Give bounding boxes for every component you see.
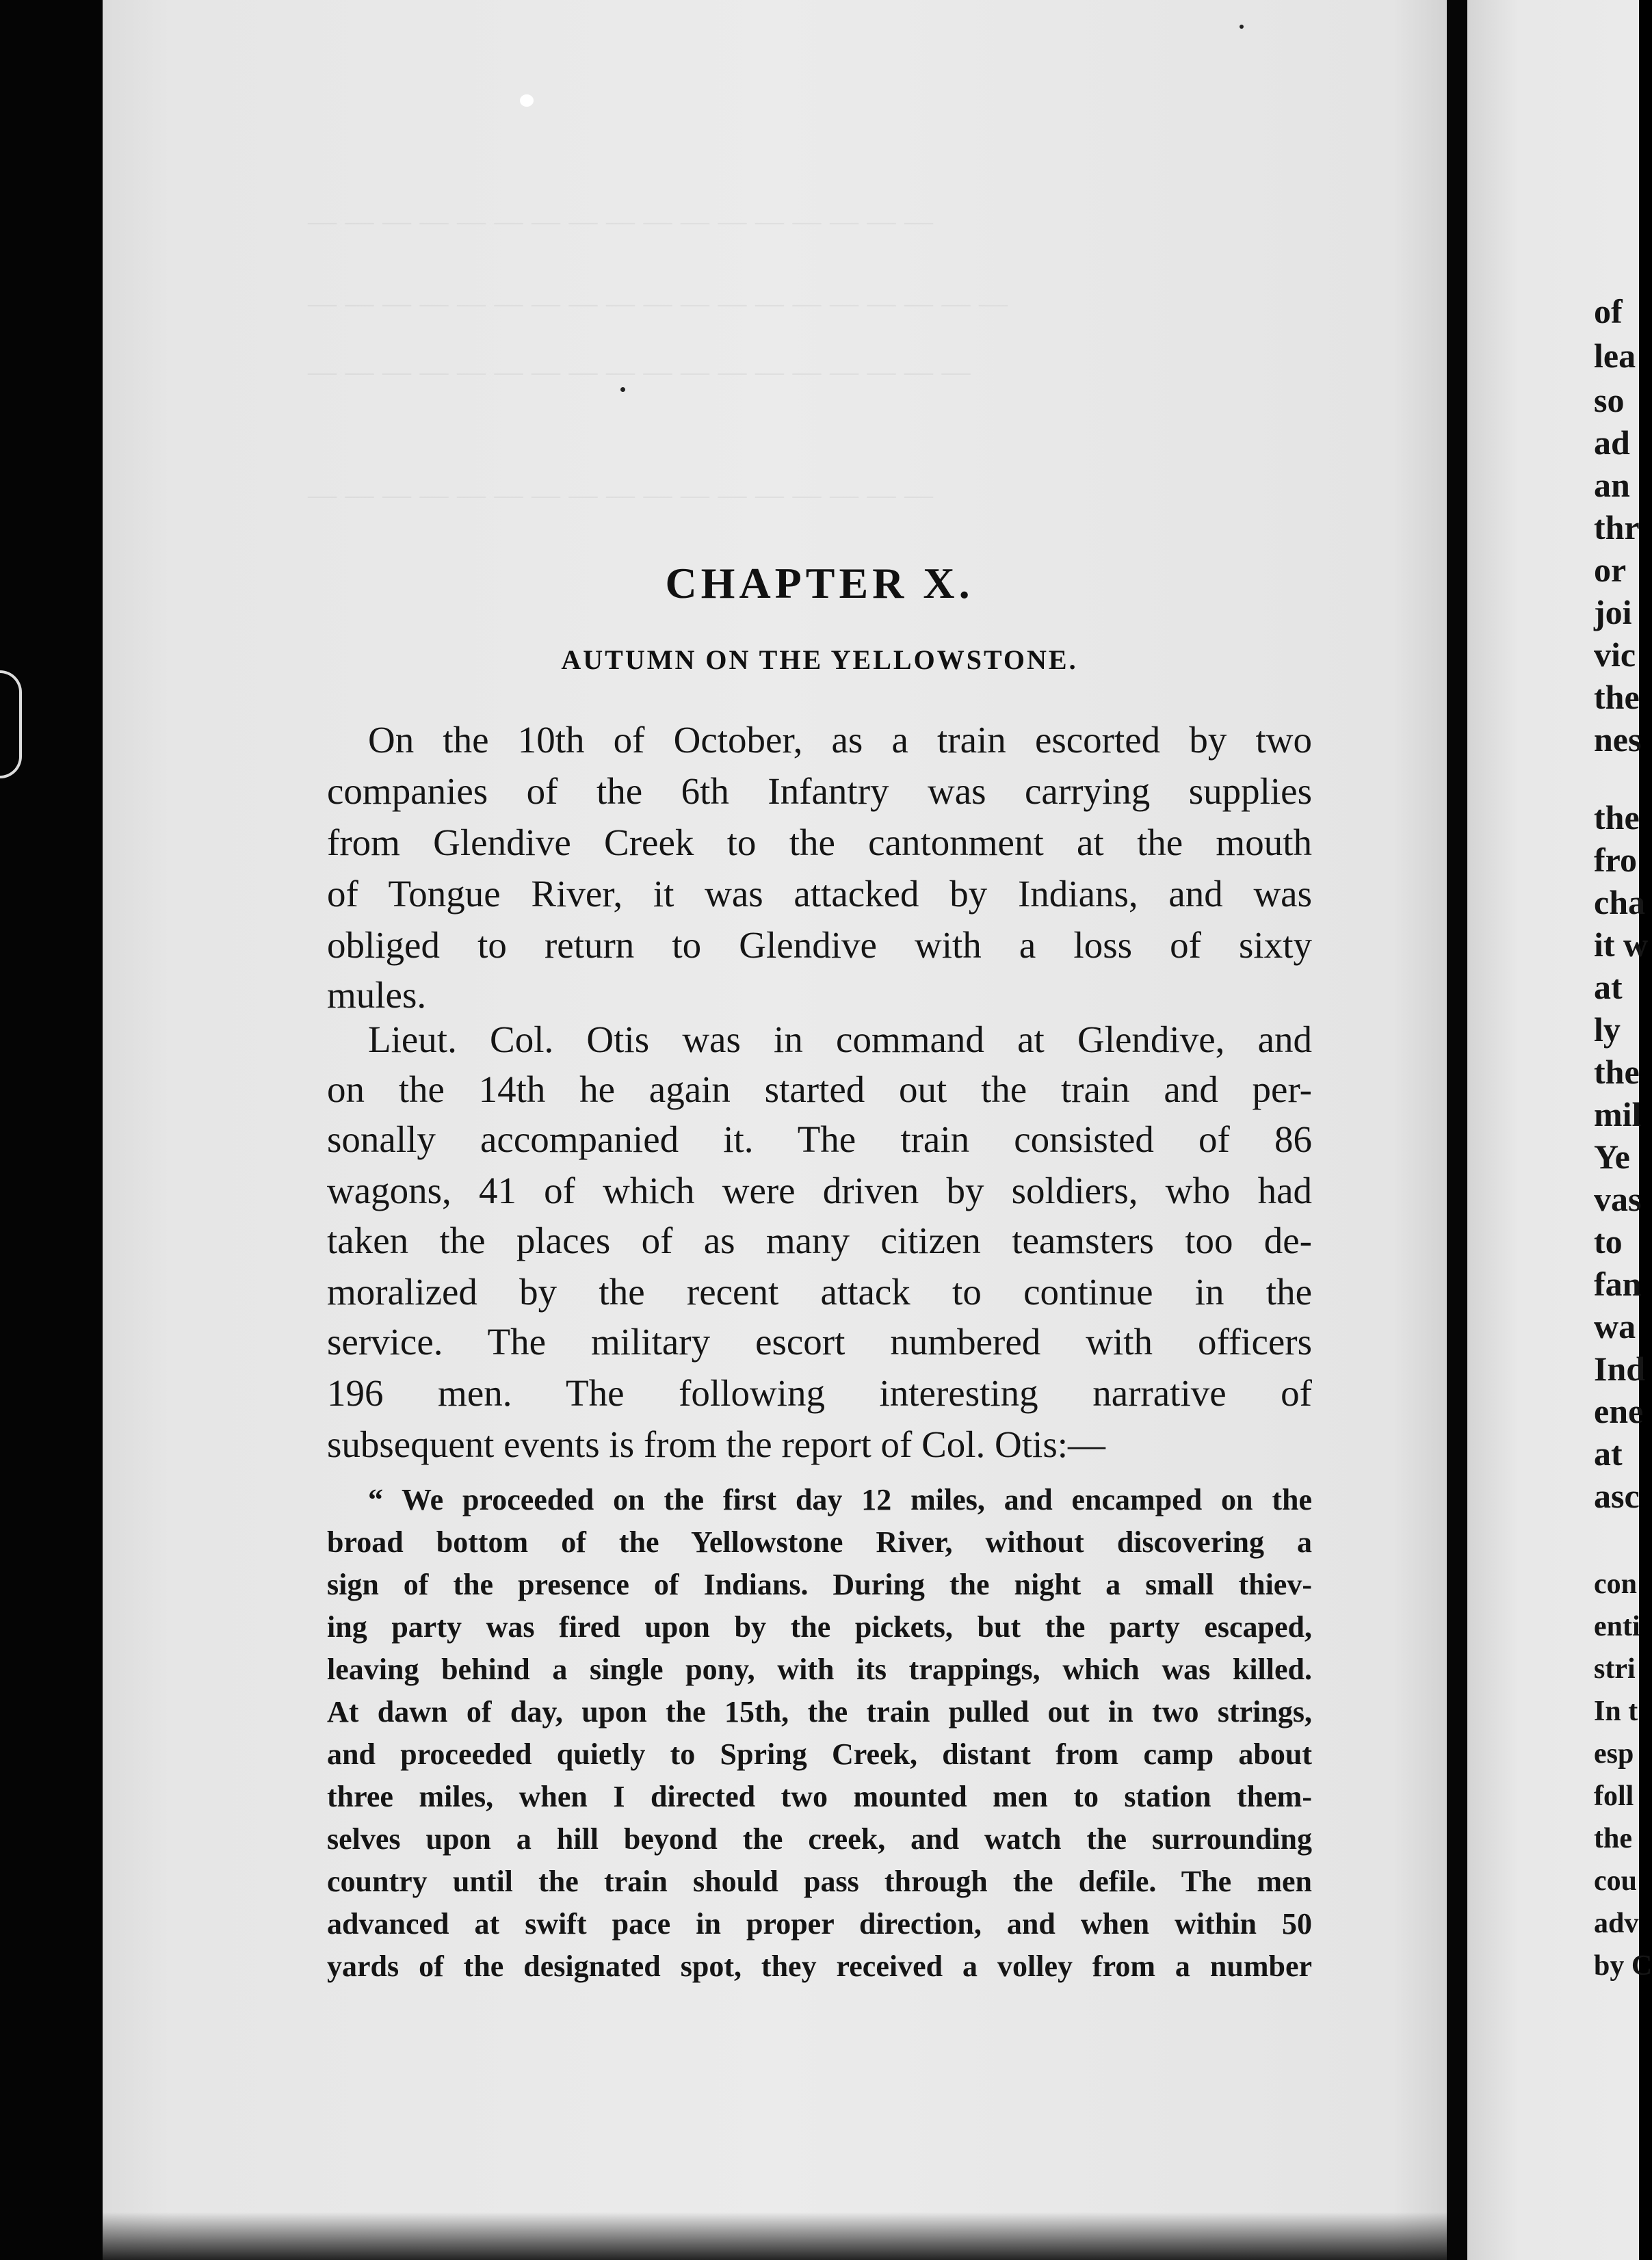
paragraph-line: subsequent events is from the report of Col. Otis:— [327, 1423, 1106, 1465]
facing-page-fragment: adv [1594, 1908, 1639, 1939]
paragraph-line: companies of the 6th Infantry was carrying supplies [327, 770, 1312, 812]
facing-page-fragment: fan [1594, 1265, 1642, 1303]
paragraph-line: taken the places of as many citizen teamsters too de- [327, 1220, 1312, 1261]
facing-page-fragment: thr [1594, 508, 1640, 547]
quote-line: ing party was fired upon by the pickets, but the party escaped, [327, 1610, 1312, 1644]
facing-page-fragment: cha [1594, 883, 1645, 921]
quote-line: sign of the presence of Indians. During the night a small thiev- [327, 1568, 1312, 1601]
facing-page-fragment: joi [1594, 593, 1632, 631]
facing-page-fragment: ene [1594, 1392, 1644, 1430]
scan-left-margin [0, 0, 109, 2260]
facing-page-fragment: foll [1594, 1781, 1634, 1812]
facing-page-fragment: Ind [1594, 1350, 1646, 1388]
facing-page-fragment: enti [1594, 1611, 1640, 1642]
book-gutter [1447, 0, 1467, 2260]
facing-page-fragment: fro [1594, 841, 1637, 879]
facing-page-fragment: vas [1594, 1180, 1642, 1218]
facing-page-fragment: or [1594, 551, 1627, 589]
facing-page-fragment: of [1594, 292, 1623, 330]
facing-page-fragment: the [1594, 1053, 1640, 1091]
facing-page-fragment: stri [1594, 1653, 1636, 1685]
paragraph-line: from Glendive Creek to the cantonment at the mouth [327, 822, 1312, 863]
paragraph-line: on the 14th he again started out the train and per- [327, 1068, 1312, 1110]
facing-page-fragment: con [1594, 1568, 1637, 1600]
quote-line: At dawn of day, upon the 15th, the train pulled out in two strings, [327, 1695, 1312, 1729]
paragraph-line: of Tongue River, it was attacked by Indians, and was [327, 873, 1312, 915]
facing-page-fragment: ly [1594, 1010, 1621, 1049]
facing-page-fragment: cou [1594, 1865, 1637, 1897]
quote-line: selves upon a hill beyond the creek, and watch the surrounding [327, 1822, 1312, 1856]
quote-line: yards of the designated spot, they received a volley from a number [327, 1949, 1312, 1983]
facing-page-fragment: mil [1594, 1095, 1642, 1133]
facing-page-fragment: Ye [1594, 1138, 1630, 1176]
chapter-subtitle: AUTUMN ON THE YELLOWSTONE. [561, 644, 1078, 675]
paragraph-line: obliged to return to Glendive with a loss of sixty [327, 924, 1312, 966]
facing-page-fragment: lea [1594, 337, 1636, 375]
facing-page-fragment: an [1594, 466, 1630, 504]
facing-page-fragment: at [1594, 968, 1623, 1006]
facing-page-fragment: so [1594, 381, 1625, 419]
facing-page-fragment: the [1594, 678, 1640, 716]
page-curl [0, 670, 22, 778]
chapter-title: CHAPTER X. [665, 559, 974, 607]
quote-line: advanced at swift pace in proper direction, and when within 50 [327, 1907, 1312, 1941]
facing-page-fragment: nes [1594, 720, 1642, 759]
facing-page-fragment: the [1594, 1823, 1632, 1854]
facing-page-fragment: to [1594, 1222, 1623, 1261]
facing-page-fragment: it w [1594, 925, 1649, 964]
facing-page-fragment: wa [1594, 1307, 1636, 1345]
facing-page-fragment: the [1594, 798, 1640, 837]
paragraph-line: sonally accompanied it. The train consisted of 86 [327, 1118, 1312, 1160]
paragraph-line: wagons, 41 of which were driven by soldiers, who had [327, 1170, 1312, 1211]
paragraph-line: On the 10th of October, as a train escorted by two [368, 719, 1312, 761]
facing-page-fragment: at [1594, 1434, 1623, 1473]
facing-page-fragment: by C [1594, 1950, 1652, 1982]
facing-page-fragment: vic [1594, 635, 1636, 674]
quote-line: leaving behind a single pony, with its trappings, which was killed. [327, 1653, 1312, 1686]
quote-line: “ We proceeded on the first day 12 miles, and encamped on the [368, 1483, 1312, 1516]
paragraph-line: 196 men. The following interesting narrative of [327, 1372, 1312, 1414]
quote-line: broad bottom of the Yellowstone River, without discovering a [327, 1525, 1312, 1559]
facing-page-fragment: asc [1594, 1477, 1640, 1515]
facing-page-fragment: ad [1594, 423, 1630, 462]
paragraph-line: mules. [327, 974, 427, 1016]
facing-page-fragment: esp [1594, 1738, 1634, 1770]
quote-line: and proceeded quietly to Spring Creek, distant from camp about [327, 1737, 1312, 1771]
paragraph-line: moralized by the recent attack to continue in the [327, 1271, 1312, 1313]
paragraph-line: Lieut. Col. Otis was in command at Glendive, and [368, 1019, 1312, 1060]
facing-page-fragment: In t [1594, 1696, 1638, 1727]
paragraph-line: service. The military escort numbered with officers [327, 1321, 1312, 1363]
page-content [327, 0, 1312, 2260]
quote-line: country until the train should pass through the defile. The men [327, 1865, 1312, 1898]
quote-line: three miles, when I directed two mounted men to station them- [327, 1780, 1312, 1813]
